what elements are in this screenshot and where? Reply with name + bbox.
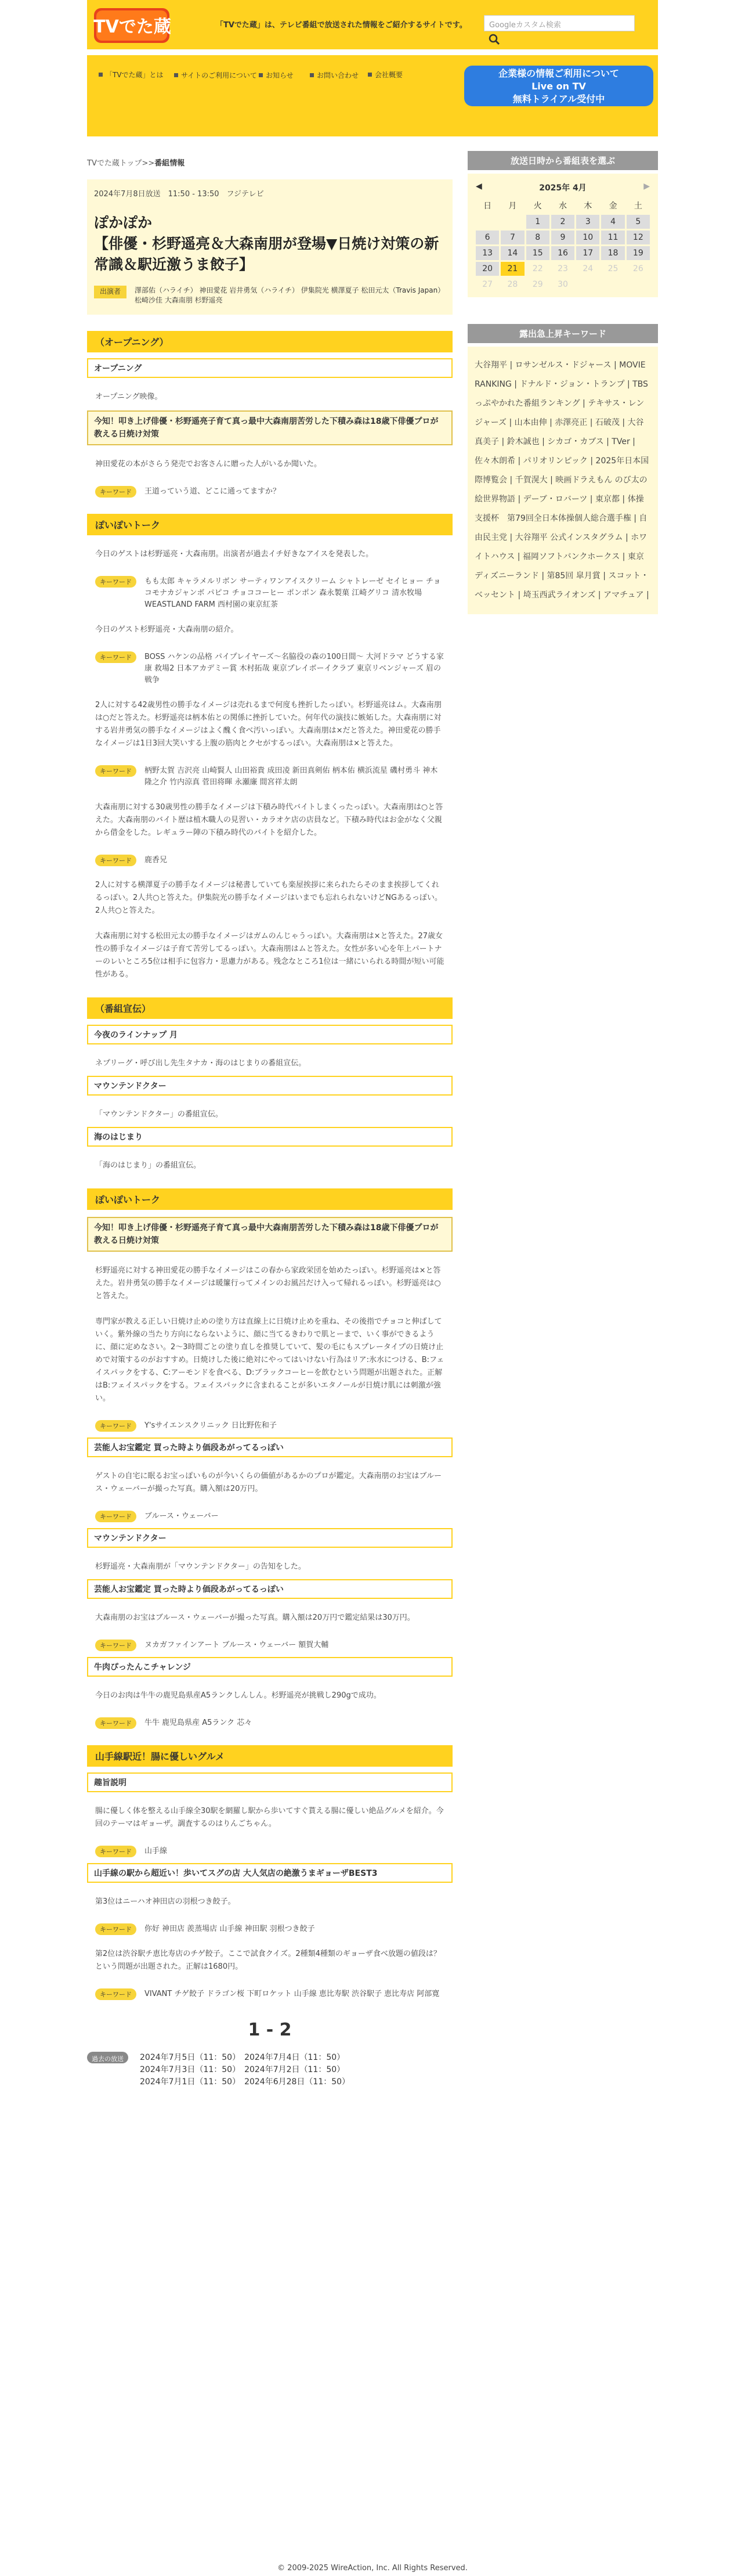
topic-text: 2人に対する42歳男性の勝手なイメージは売れるまで何度も挫折したっぽい。杉野遥亮はム。大森南朋は○だと答えた。杉野遥亮は柄本佑との関係に挫折していた。何年代の演技に嫉妬した。大森南朋に対する岩井勇気の勝手なイメージはよく醜く食べ汚いっぽい。大森南朋は×だと答えた。神田愛花の勝手なイメージは1日3回大笑いする上腹の筋肉とクセがするっぽい。大森南朋は×と答えた。 xyxy=(95,701,442,748)
keyword-label: キーワード xyxy=(95,1640,136,1651)
weekday-label: 月 xyxy=(508,201,517,211)
past-label: 過去の放送 xyxy=(87,2052,128,2063)
keyword-heading: 露出急上昇キーワード xyxy=(468,324,658,343)
past-row[interactable]: 2024年7月5日（11：50） 2024年7月4日（11：50） xyxy=(140,2053,345,2062)
calendar-day: 28 xyxy=(507,280,518,289)
keyword-label: キーワード xyxy=(95,651,136,663)
keyword-row xyxy=(95,1420,444,1432)
weekday-label: 金 xyxy=(609,201,617,211)
calendar-empty xyxy=(576,278,599,291)
svg-text:TVでた蔵: TVでた蔵 xyxy=(93,17,171,37)
next-month-icon[interactable]: ▶ xyxy=(643,182,650,191)
topic-heading: 山手線の駅から超近い！歩いてスグの店 大人気店の絶激うまギョーザBEST3 xyxy=(87,1863,453,1883)
site-header xyxy=(87,0,658,49)
site-logo[interactable] xyxy=(92,3,173,46)
section-heading: 山手線駅近！腸に優しいグルメ xyxy=(87,1745,453,1767)
topic-heading: マウンテンドクター xyxy=(87,1076,453,1096)
topic-text: 今日のゲストは杉野遥亮・大森南朋。出演者が過去イチ好きなアイスを発表した。 xyxy=(95,550,374,559)
calendar-heading: 放送日時から番組表を選ぶ xyxy=(468,151,658,170)
calendar-day[interactable]: 20 xyxy=(476,262,499,276)
section-heading: ぽいぽいトーク xyxy=(87,514,453,535)
weekday-label: 土 xyxy=(634,201,642,211)
topic-heading: 芸能人お宝鑑定 買った時より価段あがってるっぽい xyxy=(87,1579,453,1599)
topic-heading: 今知！叩き上げ俳優・杉野遥亮子育て真っ最中大森南朋苦労した下積み森は18歳下俳優プロが教える日焼け対策 xyxy=(87,1217,453,1252)
site-tagline: 「TVでた蔵」は、テレビ番組で放送された情報をご紹介するサイトです。 xyxy=(216,21,467,30)
calendar-empty xyxy=(501,215,524,229)
keyword-links[interactable]: 山手線 xyxy=(144,1847,168,1856)
calendar-day[interactable]: 19 xyxy=(627,246,650,260)
keyword-links[interactable]: ヌカガファインアート ブルース・ウェーバー 額賀大輔 xyxy=(144,1641,329,1649)
calendar-empty xyxy=(476,215,499,229)
calendar-day[interactable]: 6 xyxy=(476,230,499,244)
program-title: ぽかぽか 【俳優・杉野遥亮＆大森南朋が登場▼日焼け対策の新常識＆駅近激うま餃子】 xyxy=(94,214,439,273)
calendar-day[interactable]: 11 xyxy=(601,230,624,244)
keyword-label: キーワード xyxy=(95,1846,136,1857)
keyword-row xyxy=(95,1846,444,1857)
calendar-day[interactable]: 14 xyxy=(501,246,524,260)
enterprise-banner[interactable] xyxy=(464,66,653,106)
topic-heading: 趣旨説明 xyxy=(87,1772,453,1792)
calendar-day[interactable]: 10 xyxy=(576,230,599,244)
calendar-day[interactable]: 2 xyxy=(551,215,574,229)
keyword-label: キーワード xyxy=(95,486,136,498)
calendar-month: 2025年 4月 xyxy=(539,183,587,193)
topic-heading: 牛肉ぴったんこチャレンジ xyxy=(87,1657,453,1677)
main-content xyxy=(87,151,453,2088)
topic-text: 今日のゲスト杉野遥亮・大森南朋の紹介。 xyxy=(95,625,238,634)
calendar xyxy=(468,174,658,297)
calendar-day[interactable]: 9 xyxy=(551,230,574,244)
weekday-label: 火 xyxy=(533,201,542,211)
topic-text: 腸に優しく体を整える山手線全30駅を網羅し駅から歩いてすぐ貰える腸に優しい絶品グルメを紹介。今回のテーマはギョーザ。調査するのはりんごちゃん。 xyxy=(95,1807,444,1828)
keyword-label: キーワード xyxy=(95,576,136,588)
calendar-day[interactable]: 8 xyxy=(526,230,549,244)
topic-text: 大森南朋に対する松田元太の勝手なイメージはガムのんじゃうっぽい。大森南朋は×と答えた。27歳女性の勝手なイメージは子育て苦労してるっぽい。大森南朋はムと答えた。女性が多い心を年上パートナーのレいところ5位は相手に包容力・思慮力がある。残念なところ1位は一緒にいられる時間が短い可能性がある。 xyxy=(95,932,444,979)
breadcrumb-current: 番組情報 xyxy=(154,159,185,168)
keyword-row xyxy=(95,1640,444,1651)
topic-heading: マウンテンドクター xyxy=(87,1528,453,1548)
nav-bar xyxy=(87,55,658,136)
keyword-row xyxy=(95,855,444,866)
banner-line-2: Live on TV xyxy=(531,81,586,92)
keyword-links[interactable]: VIVANT チゲ餃子 ドラゴン桜 下町ロケット 山手線 恵比寿駅 渋谷駅子 恵比寿店 阿部寛 xyxy=(144,1990,440,1998)
trending-keywords[interactable]: 大谷翔平 | ロサンゼルス・ドジャース | MOVIE RANKING | ドナルド・ジョン・トランプ | TBSっぷやかれた番組ランキング | テキサス・レンジャーズ | 山本由伸 | 赤澤亮正 | 石破茂 | 大谷真美子 | 鈴木誠也 | シカゴ・カブス | TVer | 佐々木朗希 | パリオリンピック | 2025年日本国際博覧会 | 千賀滉大 | 映画ドラえもん のび太の絵世界物語 | デーブ・ロバーツ | 東京都 | 体操支援杯 第79回全日本体操個人総合選手権 | 自由民主党 | 大谷翔平 公式インスタグラム | ホワイトハウス | 福岡ソフトバンクホークス | 東京ディズニーランド | 第85回 皐月賞 | スコット・ベッセント | 埼玉西武ライオンズ | アマチュア | xyxy=(468,347,658,614)
weekday-label: 水 xyxy=(558,201,567,211)
footer-copyright: © 2009-2025 WireAction, Inc. All Rights Reserved. xyxy=(277,2564,468,2573)
topic-heading: 今知！叩き上げ俳優・杉野遥亮子育て真っ最中大森南朋苦労した下積み森は18歳下俳優プロが教える日焼け対策 xyxy=(87,410,453,445)
keyword-label: キーワード xyxy=(95,1420,136,1432)
calendar-day[interactable]: 7 xyxy=(501,230,524,244)
nav-item-about[interactable]: 「TVでた蔵」とは xyxy=(99,70,168,80)
section-heading: （オープニング） xyxy=(87,331,453,352)
calendar-day: 26 xyxy=(632,264,643,273)
calendar-day[interactable]: 4 xyxy=(601,215,624,229)
keyword-label: キーワード xyxy=(95,1511,136,1522)
keyword-links[interactable]: Y'sサイエンスクリニック 日比野佐和子 xyxy=(144,1421,277,1430)
topic-text: 大森南朋のお宝はブルース・ウェーバーが撮った写真。購入額は20万円で鑑定結果は30万円。 xyxy=(95,1613,415,1622)
weekday-label: 日 xyxy=(483,201,492,211)
calendar-day[interactable]: 1 xyxy=(526,215,549,229)
calendar-day[interactable]: 3 xyxy=(576,215,599,229)
keyword-row xyxy=(95,486,444,498)
topic-heading: 芸能人お宝鑑定 買った時より価段あがってるっぽい xyxy=(87,1437,453,1457)
banner-line-1: 企業様の情報ご利用について xyxy=(498,68,619,79)
keyword-row xyxy=(95,1923,444,1935)
past-row[interactable]: 2024年7月3日（11：50） 2024年7月2日（11：50） xyxy=(140,2065,345,2074)
keyword-label: キーワード xyxy=(95,1923,136,1935)
keyword-row xyxy=(95,1511,444,1522)
calendar-day: 23 xyxy=(558,264,568,273)
keyword-label: キーワード xyxy=(95,1717,136,1729)
topic-text: 専門家が教える正しい日焼け止めの塗り方は直線上に日焼け止めを重ね、その後指でチョコと伸ばしていく。紫外線の当たり方向にならないように、顔に当てるきわりで肌とーまで、いく事ができるように、顔に定めなさい。2〜3時間ごとの塗り直しを推奨していて、髪の毛にもスプレータイプの日焼け止めで対策するのがおすすめ。日焼けした後に絶対にやってはいけない行為はリア:氷水につける、B:フェイスパックをする、C:アーモンドを食べる、D:ブラックコーヒーを飲むという問題が出題された。正解はB:フェイスパックをする。フェイスパックに含まれることが多いエタノールが日焼け肌には刺激が強い。 xyxy=(95,1317,444,1403)
keyword-row xyxy=(95,576,444,611)
keyword-links[interactable]: 王道っていう道、どこに通ってますか？ xyxy=(144,487,281,496)
weekday-label: 木 xyxy=(584,201,592,211)
pagination[interactable]: 1 - 2 xyxy=(248,2020,292,2040)
calendar-day: 24 xyxy=(583,264,594,273)
calendar-day: 30 xyxy=(558,280,568,289)
search-icon[interactable] xyxy=(489,34,500,45)
calendar-day[interactable]: 5 xyxy=(627,215,650,229)
keyword-links[interactable]: 鹿香兄 xyxy=(144,856,168,864)
program-meta: 2024年7月8日放送 11:50 - 13:50 フジテレビ xyxy=(94,190,264,199)
calendar-day[interactable]: 15 xyxy=(526,246,549,260)
keyword-label: キーワード xyxy=(95,765,136,777)
calendar-grid xyxy=(476,199,650,291)
calendar-empty xyxy=(627,278,650,291)
sections xyxy=(87,331,453,2000)
topic-text: 今日のお肉は牛牛の鹿児島県産A5ランクしんしん。杉野遥亮が挑戦し290gで成功。 xyxy=(95,1691,381,1700)
topic-text: 「海のはじまり」の番組宣伝。 xyxy=(95,1161,201,1170)
calendar-day[interactable]: 13 xyxy=(476,246,499,260)
calendar-day: 27 xyxy=(482,280,493,289)
keyword-row xyxy=(95,765,444,788)
keyword-row xyxy=(95,651,444,686)
nav-item-usage[interactable]: サイトのご利用について xyxy=(174,70,257,80)
topic-text: 杉野遥亮に対する神田愛花の勝手なイメージはこの春から家政栄団を始めたっぽい。杉野遥亮は×と答えた。岩井勇気の勝手なイメージは暖簾行ってメインのお風呂だけ入って帰れるっぽい。杉野遥亮は○と答えた。 xyxy=(95,1266,441,1300)
topic-text: 「マウンテンドクター」の番組宣伝。 xyxy=(95,1110,223,1119)
calendar-day: 29 xyxy=(532,280,543,289)
keyword-links[interactable]: 柄野太賀 吉沢亮 山崎賢人 山田裕貴 成田凌 新田真剣佑 柄本佑 横浜流星 磯村勇斗 神木隆之介 竹内涼真 菅田将暉 永瀬廉 間宮祥太朗 xyxy=(144,766,438,787)
topic-text: オープニング映像。 xyxy=(95,392,162,401)
section-heading: ぽいぽいトーク xyxy=(87,1188,453,1210)
topic-text: 第3位はニーハオ神田店の羽根つき餃子。 xyxy=(95,1897,236,1906)
calendar-day: 25 xyxy=(607,264,619,273)
calendar-empty xyxy=(601,278,624,291)
cast-names[interactable]: 澤部佑（ハライチ） 神田愛花 岩井勇気（ハライチ） 伊集院光 横澤夏子 松田元太（Travis Japan） 松崎沙佳 大森南朋 杉野遥亮 xyxy=(135,286,445,304)
breadcrumb xyxy=(87,157,453,168)
past-list xyxy=(140,2052,350,2088)
calendar-day[interactable]: 16 xyxy=(551,246,574,260)
keyword-links[interactable]: BOSS ハケンの品格 パイプレイヤーズ〜名脇役の森の100日間〜 大河ドラマ どうする家康 救場2 日本アカデミー賞 木村拓哉 東京プレイボーイクラブ 東京リベンジャーズ 眉の戦争 xyxy=(144,653,444,684)
topic-text: 杉野遥亮・大森南朋が「マウンテンドクター」の告知をした。 xyxy=(95,1562,306,1571)
calendar-day[interactable]: 17 xyxy=(576,246,599,260)
cast-row xyxy=(94,286,446,305)
section-heading: （番組宣伝） xyxy=(87,997,453,1019)
search-input[interactable]: Googleカスタム検索 xyxy=(484,15,635,31)
nav-item-company[interactable]: 会社概要 xyxy=(368,70,403,80)
sidebar xyxy=(468,151,658,614)
nav-item-news[interactable]: お知らせ xyxy=(259,70,294,80)
keyword-links[interactable]: もも太郎 キャラメルリボン サーティワンアイスクリーム シャトレーゼ セイヒョー チョコモナカジャンボ パピコ チョココーヒー ポンポン 森永製菓 江崎グリコ 清水牧場WEASTLAND FARM 西村園の東京紅茶 xyxy=(144,577,441,609)
calendar-day: 22 xyxy=(532,264,543,273)
topic-text: ゲストの自宅に眠るお宝っぽいものが今いくらの価値があるかのプロが鑑定。大森南朋のお宝はブルース・ウェーバーが撮った写真。購入額は20万円。 xyxy=(95,1472,442,1493)
calendar-day[interactable]: 12 xyxy=(627,230,650,244)
keyword-links[interactable]: 牛牛 鹿児島県産 A5ランク 芯々 xyxy=(144,1718,252,1727)
topic-text: ネプリーグ・呼び出し先生タナカ・海のはじまりの番組宣伝。 xyxy=(95,1059,306,1068)
keyword-row xyxy=(95,1988,444,2000)
topic-text: 第2位は渋谷駅チ恵比寿店のチゲ餃子。ここで試食クイズ。2種類4種類のギョーザ食べ放題の値段は？という問題が出題された。正解は1680円。 xyxy=(95,1950,441,1971)
nav-item-contact[interactable]: お問い合わせ xyxy=(310,70,359,80)
breadcrumb-home[interactable]: TVでた蔵トップ>> xyxy=(87,159,155,168)
program-header xyxy=(87,179,453,315)
topic-text: 神田愛花の本がさらう発売でお客さんに贈った人がいるか聞いた。 xyxy=(95,460,322,469)
calendar-day[interactable]: 18 xyxy=(601,246,624,260)
topic-text: 2人に対する横澤夏子の勝手なイメージは秘書していても楽屋挨拶に来られたらそのまま挨拶してくれるっぽい。2人共○と答えた。伊集院光の勝手なイメージはいまでも忘れられないけどNGあるっぽい。2人共○と答えた。 xyxy=(95,881,443,915)
keyword-label: キーワード xyxy=(95,855,136,866)
topic-text: 大森南朋に対する30歳男性の勝手なイメージは下積み時代バイトしまくったっぽい。大森南朋は○と答えた。大森南朋のバイト歴は植木職人の見習い・カラオケ店の店員など。下積み時代はお金がなく父親から借金をした。レギュラー陣の下積み時代のバイトを紹介した。 xyxy=(95,803,443,837)
topic-heading: 海のはじまり xyxy=(87,1127,453,1147)
topic-heading: オープニング xyxy=(87,358,453,378)
keyword-label: キーワード xyxy=(95,1988,136,2000)
banner-line-3: 無料トライアル受付中 xyxy=(512,93,605,105)
past-broadcasts xyxy=(87,2052,453,2088)
prev-month-icon[interactable]: ◀ xyxy=(476,182,482,191)
past-row[interactable]: 2024年7月1日（11：50） 2024年6月28日（11：50） xyxy=(140,2077,350,2087)
keyword-links[interactable]: 你好 神田店 羨蒸場店 山手線 神田駅 羽根つき餃子 xyxy=(144,1925,315,1933)
topic-heading: 今夜のラインナップ 月 xyxy=(87,1025,453,1044)
keyword-row xyxy=(95,1717,444,1729)
cast-label: 出演者 xyxy=(94,286,126,298)
calendar-day[interactable]: 21 xyxy=(501,262,524,276)
keyword-links[interactable]: ブルース・ウェーバー xyxy=(144,1512,219,1521)
